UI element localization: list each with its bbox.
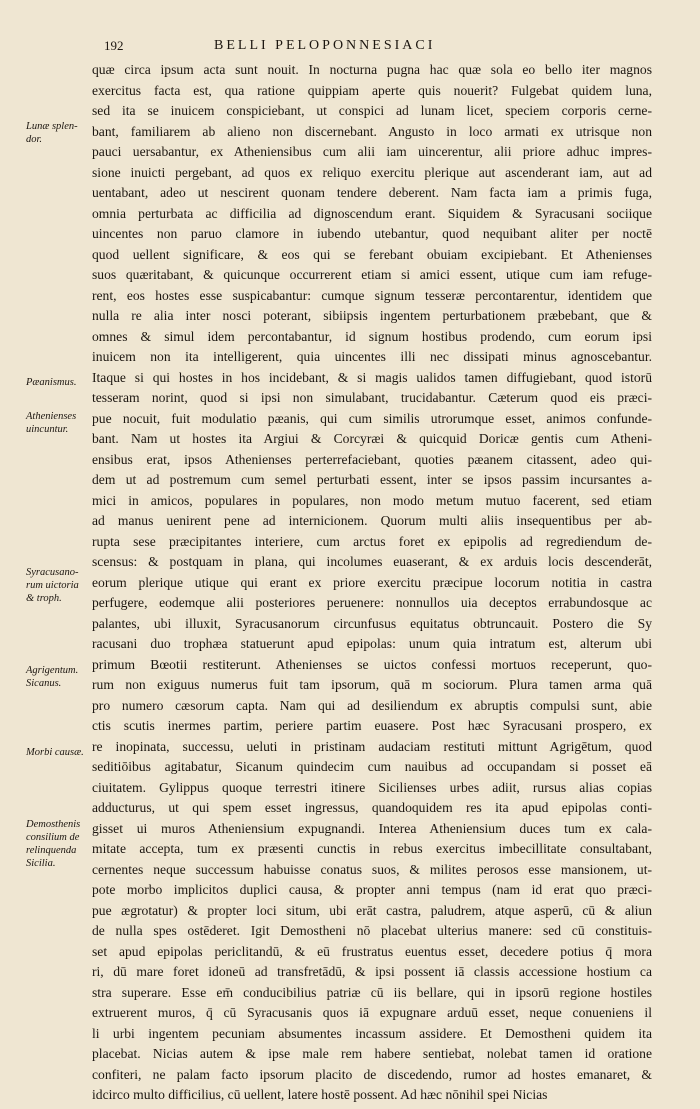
running-title: BELLI PELOPONNESIACI [214, 38, 436, 53]
text-line: pauci uersabantur, ex Atheniensibus cum alii iam uincerentur, alii priore adhuc impres- [92, 144, 652, 159]
text-line: stra superare. Esse em̄ conducibilius patriæ cū iis bellare, qui in ipsorū regione hostiles [92, 984, 652, 1000]
text-line: inuicem non ita intelligerent, quia uincentes illi nec dissipati minus agnoscebantur. [92, 349, 652, 364]
text-line: li urbi ingentem pecuniam absumentes incassum assidere. Et Demostheni quidem ita [92, 1025, 652, 1041]
page-number: 192 [104, 38, 124, 53]
text-line: perfugere, eodemque alii posteriores peruenere: nonnullos uia deceptos errabundosque ac [92, 595, 652, 610]
text-line: bant, familiarem ab alieno non discernebant. Angusto in loco armati ex utrisque non [92, 123, 652, 139]
text-line: sed ita se inuicem conspiciebant, ut conspici ad lunam licet, speciem corporis cerne- [92, 103, 652, 118]
text-line: mitate accepta, tum ex præsenti cunctis in rebus exercitus imbecillitate consultabant, [92, 841, 652, 856]
text-line: Itaque si qui hostes in hos incidebant, & si magis ualidos tamen diffugiebant, quod istorū [92, 369, 652, 385]
text-line: omnia perturbata ac difficilia ad dignoscendum erant. Siquidem & Syracusani sociique [92, 205, 652, 221]
text-line: palantes, ubi illuxit, Syracusanorum circunfusus equitatus obtruncauit. Postero die Sy [92, 615, 652, 631]
text-line: pro numero cæsorum capta. Nam qui ad desiliendum ex abruptis compulsi sunt, abie [92, 697, 652, 713]
text-line: eorum plerique utique qui erant ex priore exercitu præcipue locorum notitia in castra [92, 574, 652, 590]
page-header [104, 38, 664, 56]
margin-note: Morbi causæ. [26, 747, 84, 758]
text-line: quæ circa ipsum acta sunt nouit. In nocturna pugna hac quæ sola eo bello iter magnos [92, 62, 652, 77]
margin-note: Syracusano- rum uictoria & troph. [26, 567, 79, 604]
text-line: extruerent muros, q̄ cū Syracusanis quos iā expugnare arduū esset, neque conueniens il [92, 1005, 652, 1020]
margin-note: Agrigentum. Sicanus. [26, 665, 79, 689]
text-line: re inopinata, successu, ueluti in pristinam audaciam restituti mittunt Agrigētum, quod [92, 738, 652, 754]
text-line: uincentes non paruo clamore in iubendo utebantur, quod nequibant aliter per noctē [92, 226, 652, 241]
text-line: uentabant, adeo ut nescirent quonam tendere deberent. Nam facta iam a primis fuga, [92, 185, 652, 200]
text-line: ciuitatem. Gylippus quoque terrestri itinere Sicilienses urbes adiit, rursus alias copias [92, 779, 652, 795]
margin-note: Athenienses uincuntur. [26, 411, 77, 435]
text-line: nulla re alia inter nosci poterant, sibiipsis ingentem perturbationem præbebant, que & [92, 308, 652, 323]
body-text [92, 60, 652, 1106]
text-line: placebat. Nicias autem & ipse male rem habere sentiebat, nolebat tamen id oratione [92, 1046, 652, 1061]
text-line: omnes & simul idem percontabantur, id signum hostibus prodendo, cum eorum ipsi [92, 328, 652, 344]
text-line: bant. Nam ut hostes ita Argiui & Corcyræi & quicquid Doricæ gentis cum Atheni- [92, 431, 652, 446]
margin-note: Demosthenis consilium de relinquenda Sicilia. [26, 819, 81, 869]
text-line: ri, dū mare foret idoneū ad transfretādū, & ipsi possent iā classis accessione hostium ca [92, 964, 652, 979]
text-line: de nulla spes ostēderet. Igit Demostheni nō placebat ulterius manere: sed cū constituis- [92, 923, 652, 938]
text-line: rum non exiguus numerus fuit tam ipsorum, quā m sociorum. Plura tamen arma quā [92, 677, 652, 692]
text-line: rupta sese præcipitantes interiere, cum arctus foret ex epipolis ad regrediendum de- [92, 533, 652, 549]
text-line: rent, eos hostes esse suspicabantur: cumque signum tesseræ percontarentur, identidem que [92, 287, 652, 303]
text-line: primum Bœotii restiterunt. Athenienses se uictos confessi mortuos receperunt, quo- [92, 656, 652, 672]
text-line: pote morbo implicitos duplici causa, & propter anni tempus (nam id erat quo præci- [92, 882, 652, 897]
text-line: quod uellent significare, & eos qui se ferebant obuiam excipiebant. Et Athenienses [92, 246, 652, 262]
text-line: mici in amicos, populares in populares, non modo metum mutuo facerent, sed etiam [92, 492, 652, 508]
text-line: tesseram norint, quod si ipsi non simulabant, trucidabantur. Cæterum quod eis præci- [92, 390, 652, 405]
margin-note: Pæanismus. [26, 377, 77, 388]
text-line: ensibus erat, ipsos Athenienses perterrefaciebant, quoties pæanem citassent, adeo qui- [92, 451, 652, 467]
text-line: seditiōibus agitabatur, Sicanum quindecim cum nauibus ad occupandam si posset eā [92, 759, 652, 774]
text-line: scensus: & postquam in plana, qui incolumes euaserant, & ex arduis locis descenderāt, [92, 554, 652, 569]
text-line: sione inuicti pergebant, ad quos ex reliquo exercitu plerique aut ascenderant iam, aut ad [92, 164, 652, 180]
text-line: set apud epipolas periclitandū, & eū frustratus euentus esset, decedere potius q̄ mora [92, 943, 652, 959]
text-line: confiteri, ne palam facto ipsorum placito de discedendo, rumor ad hostes emanaret, & [92, 1066, 652, 1082]
text-line: pue ægrotatur) & propter loci situm, ubi erāt castra, paludrem, atque asperū, cū & aliun [92, 902, 652, 918]
text-line: ctis scutis inermes partim, periere partim euasere. Post hæc Syracusani prospero, ex [92, 718, 652, 733]
text-line: racusani duo trophæa statuerunt apud epipolas: unum quia intratum est, alterum ubi [92, 636, 652, 651]
margin-note: Lunæ splen- dor. [26, 121, 78, 145]
text-line: gisset ui muros Atheniensium expugnandi. Interea Atheniensium duces tum ex cala- [92, 820, 652, 836]
text-line: dem ut ad postremum cum semel perturbati essent, inter se ipsos passim incursantes a- [92, 472, 652, 487]
text-line: exercitus facta est, qua ratione quippiam aperte quis nouerit? Fulgebat quidem luna, [92, 82, 652, 98]
text-line: ad manus uenirent pene ad internicionem. Quorum multi aliis insequentibus per ab- [92, 513, 652, 528]
text-line: pue nocuit, fuit modulatio pæanis, qui cum similis utrorumque esset, animos confunde- [92, 410, 652, 426]
text-line: cernentes neque successum habuisse conatus suos, & milites perosos esse mansionem, ut- [92, 861, 652, 877]
text-line: idcirco multo difficilius, cū uellent, latere hostē possent. Ad hæc nōnihil spei Nicias [92, 1087, 548, 1102]
text-line: adducturus, ut qui spem esset ingressus, quandoquidem res ita apud epipolas conti- [92, 800, 652, 815]
text-line: suos quæritabant, & quicunque occurrerent etiam si amici essent, utique cum iam refuge- [92, 267, 652, 282]
